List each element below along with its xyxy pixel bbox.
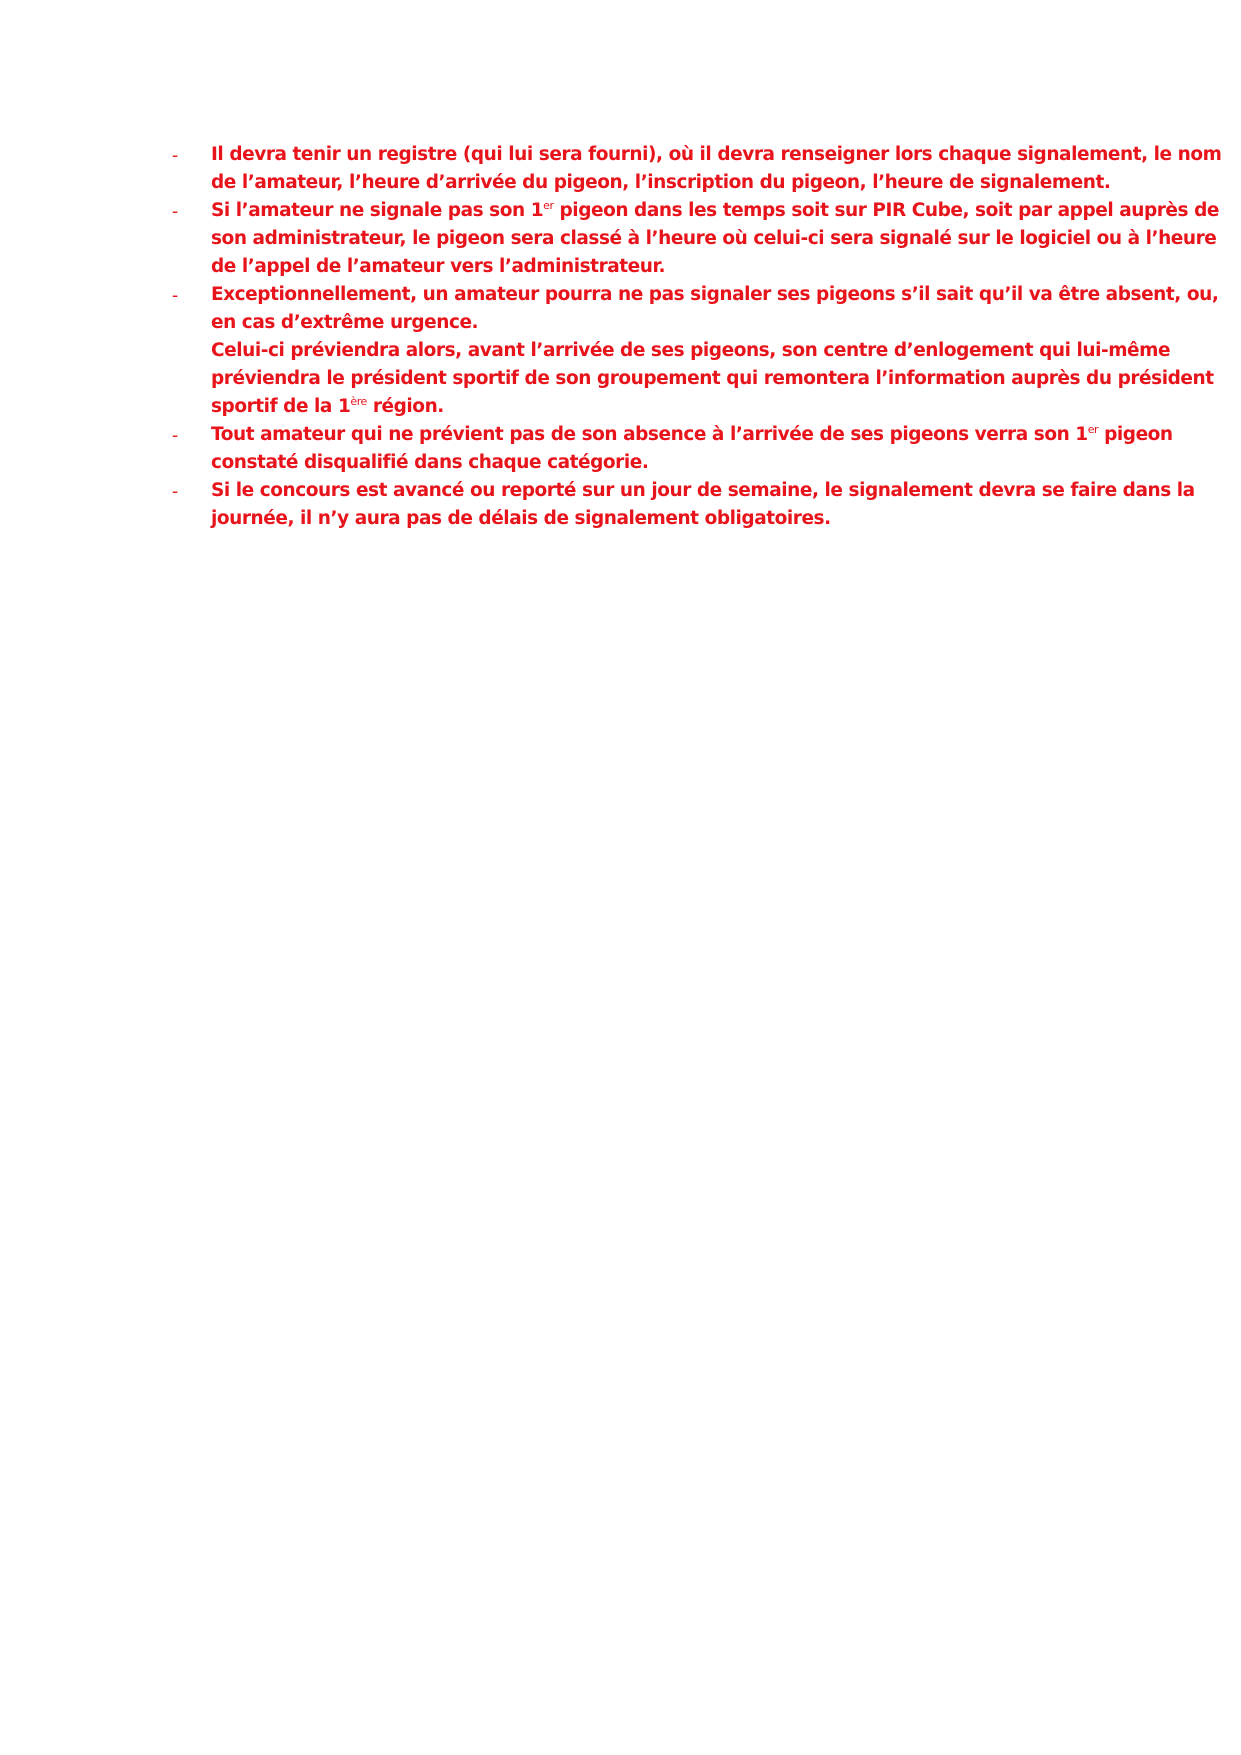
list-item-line bbox=[211, 253, 1172, 281]
line-text: constaté disqualifié dans chaque catégorie. bbox=[211, 452, 649, 473]
line-text: de l’appel de l’amateur vers l’administrateur. bbox=[211, 256, 666, 277]
list-item-line bbox=[211, 477, 1195, 505]
line-text: sportif de la 1 bbox=[211, 396, 351, 417]
line-text: Celui-ci préviendra alors, avant l’arrivée de ses pigeons, son centre d’enlogement qui lui-même bbox=[211, 340, 1171, 361]
list-item-line bbox=[211, 337, 1172, 365]
bullet-marker: - bbox=[172, 200, 178, 221]
bullet-marker: - bbox=[172, 144, 178, 165]
list-item-line bbox=[211, 225, 1217, 253]
line-text: son administrateur, le pigeon sera classé à l’heure où celui-ci sera signalé sur le logiciel ou à l’heure bbox=[211, 228, 1217, 249]
bullet-marker: - bbox=[172, 480, 178, 501]
ordinal-superscript: er bbox=[543, 199, 554, 212]
list-item-line bbox=[211, 141, 1222, 169]
bullet-marker: - bbox=[172, 424, 178, 445]
list-item bbox=[172, 281, 1219, 421]
line-text: préviendra le président sportif de son groupement qui remontera l’information auprès du président bbox=[211, 368, 1214, 389]
list-item bbox=[172, 421, 1172, 477]
list-item-line bbox=[211, 505, 1172, 533]
list-item-line bbox=[211, 169, 1172, 197]
list-item bbox=[172, 197, 1219, 281]
line-text-continued: pigeon bbox=[1098, 424, 1173, 445]
line-text-continued: région. bbox=[366, 396, 444, 417]
list-item-line bbox=[211, 421, 1172, 449]
bullet-list bbox=[172, 141, 1222, 533]
ordinal-superscript: er bbox=[1087, 423, 1099, 436]
bullet-marker: - bbox=[172, 284, 178, 305]
list-item bbox=[172, 141, 1222, 197]
list-item-line bbox=[211, 309, 1172, 337]
line-text: Exceptionnellement, un amateur pourra ne pas signaler ses pigeons s’il sait qu’il va être absent, ou, bbox=[211, 284, 1219, 305]
line-text: Si le concours est avancé ou reporté sur un jour de semaine, le signalement devra se faire dans la bbox=[211, 480, 1195, 501]
line-text-continued: pigeon dans les temps soit sur PIR Cube, soit par appel auprès de bbox=[553, 200, 1219, 221]
line-text: Tout amateur qui ne prévient pas de son absence à l’arrivée de ses pigeons verra son 1 bbox=[211, 424, 1088, 445]
line-text: journée, il n’y aura pas de délais de signalement obligatoires. bbox=[211, 508, 831, 529]
line-text: Il devra tenir un registre (qui lui sera fourni), où il devra renseigner lors chaque signalement, le nom bbox=[211, 144, 1222, 165]
list-item-line bbox=[211, 449, 1172, 477]
line-text: en cas d’extrême urgence. bbox=[211, 312, 479, 333]
list-item-line bbox=[211, 197, 1219, 225]
line-text: de l’amateur, l’heure d’arrivée du pigeon, l’inscription du pigeon, l’heure de signalement. bbox=[211, 172, 1111, 193]
list-item-line bbox=[211, 281, 1219, 309]
list-item-line bbox=[211, 365, 1214, 393]
ordinal-superscript: ère bbox=[350, 395, 367, 408]
list-item-line bbox=[211, 393, 1172, 421]
list-item bbox=[172, 477, 1195, 533]
line-text: Si l’amateur ne signale pas son 1 bbox=[211, 200, 544, 221]
